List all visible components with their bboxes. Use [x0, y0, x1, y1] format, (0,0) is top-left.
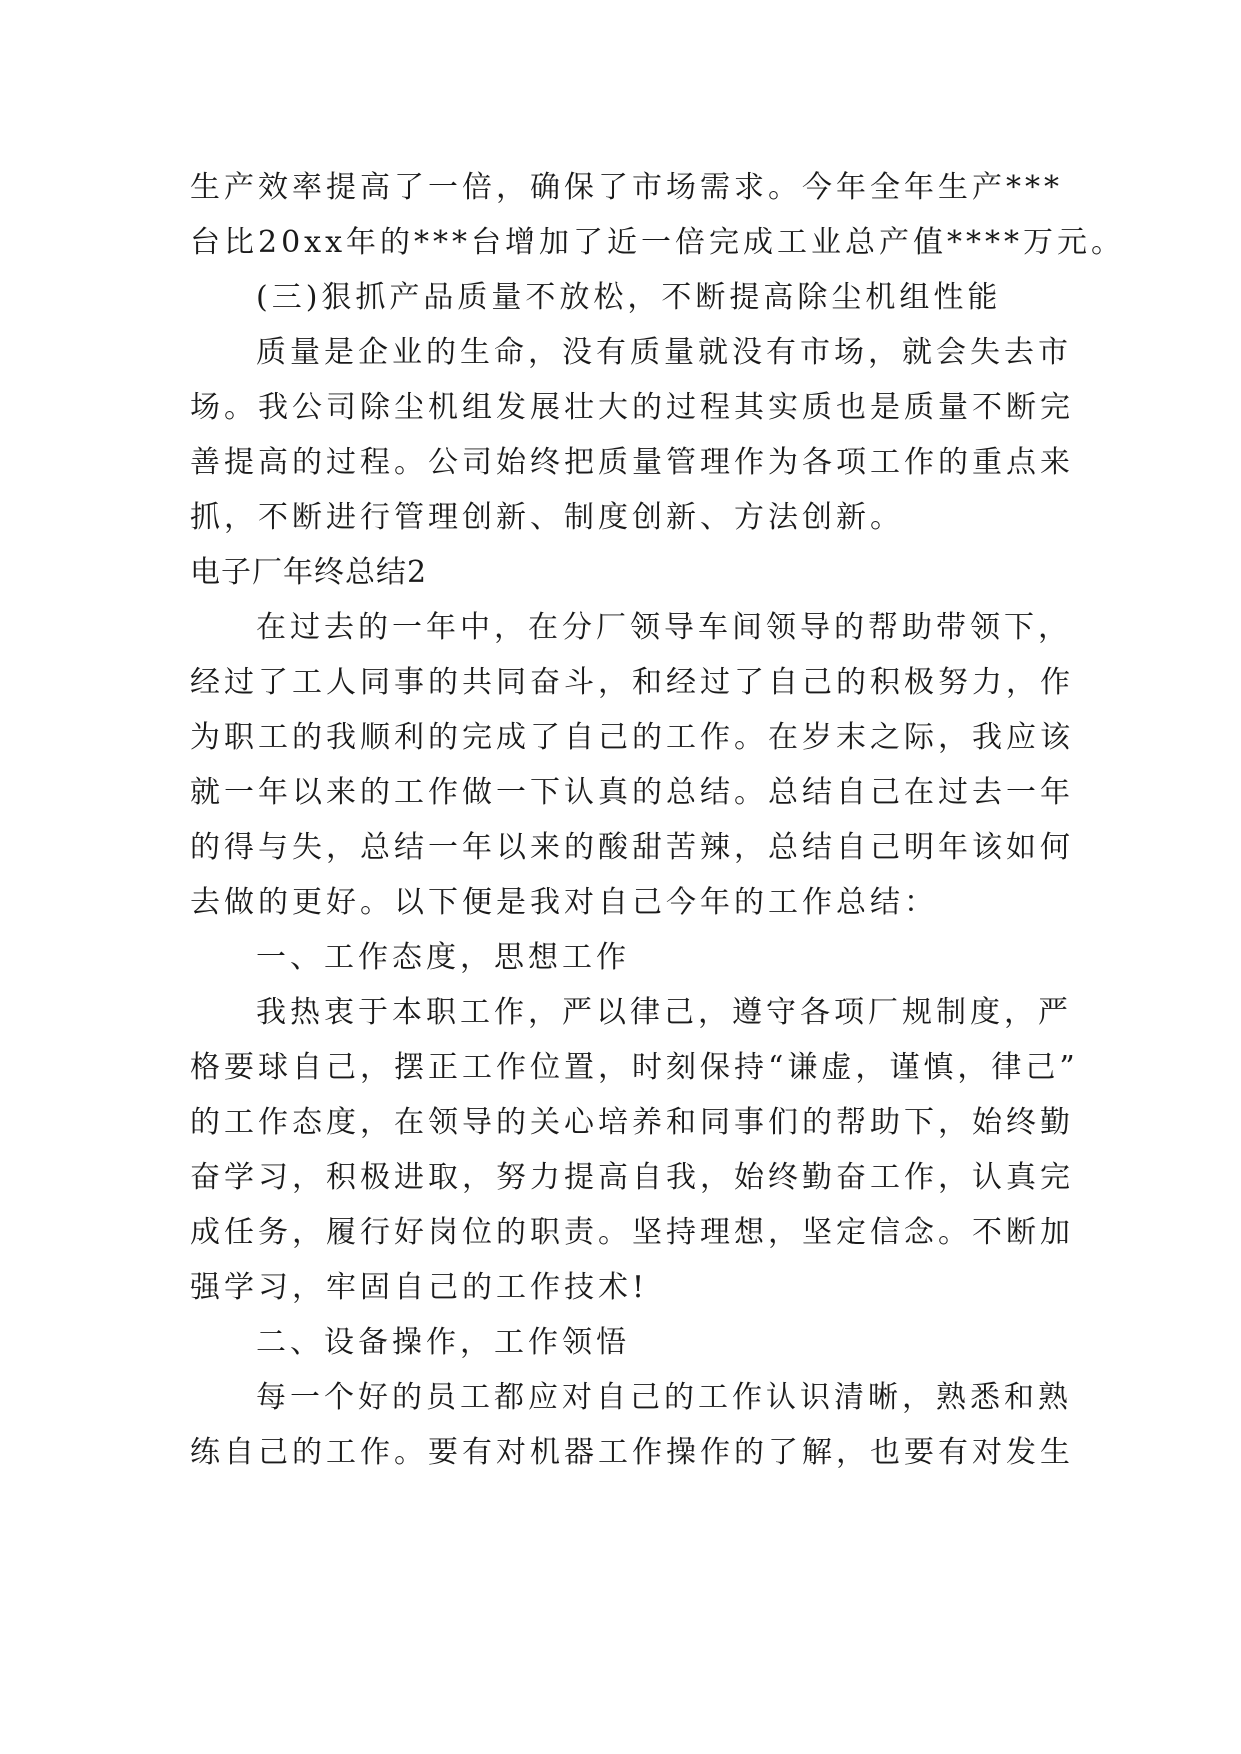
paragraph-start: 质量是企业的生命，没有质量就没有市场，就会失去市: [256, 335, 1072, 370]
body-line: 格要球自己，摆正工作位置，时刻保持“谦虚，谨慎，律己”: [190, 1050, 1079, 1085]
section-heading: 一、工作态度，思想工作: [256, 940, 630, 975]
paragraph-start: 在过去的一年中，在分厂领导车间领导的帮助带领下，: [256, 610, 1072, 645]
body-line: 的工作态度，在领导的关心培养和同事们的帮助下，始终勤: [190, 1105, 1074, 1140]
body-line: 就一年以来的工作做一下认真的总结。总结自己在过去一年: [190, 775, 1074, 810]
body-line: 强学习，牢固自己的工作技术!: [190, 1270, 649, 1305]
section-heading: (三)狠抓产品质量不放松，不断提高除尘机组性能: [256, 280, 1002, 315]
body-line: 生产效率提高了一倍，确保了市场需求。今年全年生产***: [190, 170, 1063, 205]
body-line: 抓，不断进行管理创新、制度创新、方法创新。: [190, 500, 904, 535]
body-line: 奋学习，积极进取，努力提高自我，始终勤奋工作，认真完: [190, 1160, 1074, 1195]
body-line: 为职工的我顺利的完成了自己的工作。在岁末之际，我应该: [190, 720, 1074, 755]
document-title: 电子厂年终总结2: [190, 555, 428, 590]
section-heading: 二、设备操作，工作领悟: [256, 1325, 630, 1360]
body-line: 台比20xx年的***台增加了近一倍完成工业总产值****万元。: [190, 225, 1126, 260]
document-body: [190, 160, 1126, 1480]
body-line: 练自己的工作。要有对机器工作操作的了解，也要有对发生: [190, 1435, 1074, 1470]
body-line: 的得与失，总结一年以来的酸甜苦辣，总结自己明年该如何: [190, 830, 1074, 865]
body-line: 善提高的过程。公司始终把质量管理作为各项工作的重点来: [190, 445, 1074, 480]
body-line: 去做的更好。以下便是我对自己今年的工作总结：: [190, 885, 938, 920]
paragraph-start: 我热衷于本职工作，严以律己，遵守各项厂规制度，严: [256, 995, 1072, 1030]
body-line: 成任务，履行好岗位的职责。坚持理想，坚定信念。不断加: [190, 1215, 1074, 1250]
paragraph-start: 每一个好的员工都应对自己的工作认识清晰，熟悉和熟: [256, 1380, 1072, 1415]
body-line: 经过了工人同事的共同奋斗，和经过了自己的积极努力，作: [190, 665, 1074, 700]
body-line: 场。我公司除尘机组发展壮大的过程其实质也是质量不断完: [190, 390, 1074, 425]
